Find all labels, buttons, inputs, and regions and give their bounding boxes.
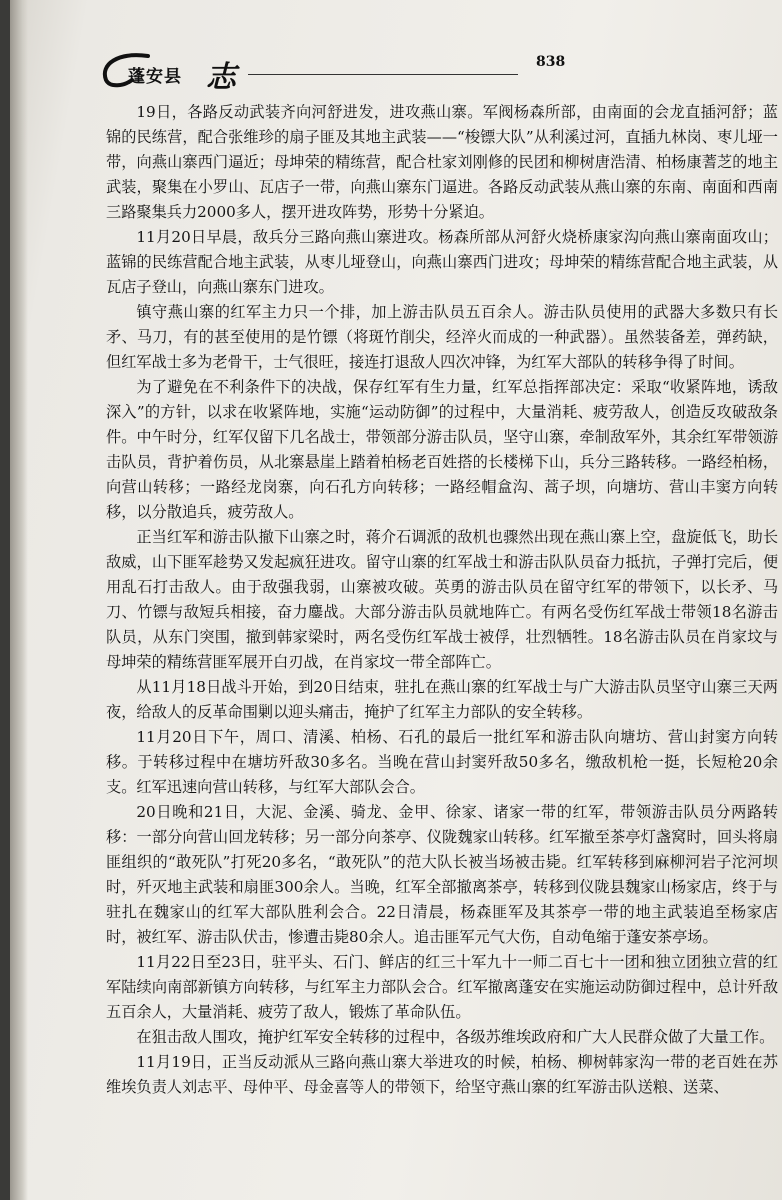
paragraph: 为了避免在不利条件下的决战，保存红军有生力量，红军总指挥部决定：采取“收紧阵地，诱敌深入”的方针，以求在收紧阵地，实施“运动防御”的过程中，大量消耗、疲劳敌人，创造反攻破敌条件。中午时分，红军仅留下几名战士，带领部分游击队员，坚守山寨，牵制敌军外，其余红军带领游击队员，背护着伤员，从北寨悬崖上踏着柏杨老百姓搭的长楼梯下山，兵分三路转移。一路经柏杨，向营山转移；一路经龙岗寨，向石孔方向转移；一路经帽盒沟、蒿子坝，向塘坊、营山丰窦方向转移，以分散追兵，疲劳敌人。 [106, 378, 778, 521]
body-text [106, 100, 778, 1100]
paragraph: 19日，各路反动武装齐向河舒进发，进攻燕山寨。军阀杨森所部，由南面的会龙直插河舒；蓝锦的民练营，配合张维珍的扇子匪及其地主武装——“梭镖大队”从利溪过河，直插九林岗、枣儿垭一带，向燕山寨西门逼近；母坤荣的精练营，配合杜家刘刚修的民团和柳树唐浩清、柏杨康蓍芝的地主武装，聚集在小罗山、瓦店子一带，向燕山寨东门逼进。各路反动武装从燕山寨的东南、南面和西南三路聚集兵力2000多人，摆开进攻阵势，形势十分紧迫。 [106, 103, 778, 221]
paragraph: 11月20日早晨，敌兵分三路向燕山寨进攻。杨森所部从河舒火烧桥康家沟向燕山寨南面攻山；蓝锦的民练营配合地主武装，从枣儿垭登山，向燕山寨西门进攻；母坤荣的精练营配合地主武装，从瓦店子登山，向燕山寨东门进攻。 [106, 228, 778, 296]
paragraph: 镇守燕山寨的红军主力只一个排，加上游击队员五百余人。游击队员使用的武器大多数只有长矛、马刀，有的甚至使用的是竹镖（将斑竹削尖，经淬火而成的一种武器）。虽然装备差，弹药缺，但红军战士多为老骨干，士气很旺，接连打退敌人四次冲锋，为红军大部队的转移争得了时间。 [106, 303, 778, 371]
book-page [10, 0, 782, 1200]
paragraph: 11月19日，正当反动派从三路向燕山寨大举进攻的时候，柏杨、柳树韩家沟一带的老百姓在苏维埃负责人刘志平、母仲平、母金喜等人的带领下，给坚守燕山寨的红军游击队送粮、送菜、 [106, 1053, 778, 1096]
header-title: 蓬安县 [128, 67, 182, 87]
header-title-char: 志 [206, 60, 236, 95]
paragraph: 在狙击敌人围攻，掩护红军安全转移的过程中，各级苏维埃政府和广大人民群众做了大量工作。 [136, 1028, 775, 1046]
paragraph: 从11月18日战斗开始，到20日结束，驻扎在燕山寨的红军战士与广大游击队员坚守山寨三天两夜，给敌人的反革命围剿以迎头痛击，掩护了红军主力部队的安全转移。 [106, 678, 778, 721]
page-number: 838 [536, 54, 566, 70]
running-header [98, 40, 718, 100]
page-binding-edge [10, 0, 28, 1200]
header-rule [248, 74, 518, 75]
paragraph: 20日晚和21日，大泥、金溪、骑龙、金甲、徐家、诸家一带的红军，带领游击队员分两路转移：一部分向营山回龙转移；另一部分向茶亭、仪陇魏家山转移。红军撤至茶亭灯盏窝时，回头将扇匪组织的“敢死队”打死20多名，“敢死队”的范大队长被当场被击毙。红军转移到麻柳河岩子沱河坝时，歼灭地主武装和扇匪300余人。当晚，红军全部撤离茶亭，转移到仪陇县魏家山杨家店，终于与驻扎在魏家山的红军大部队胜利会合。22日清晨，杨森匪军及其茶亭一带的地主武装追至杨家店时，被红军、游击队伏击，惨遭击毙80余人。追击匪军元气大伤，自动龟缩于蓬安茶亭场。 [106, 803, 778, 946]
paragraph: 11月22日至23日，驻平头、石门、鲜店的红三十军九十一师二百七十一团和独立团独立营的红军陆续向南部新镇方向转移，与红军主力部队会合。红军撤离蓬安在实施运动防御过程中，总计歼敌五百余人，大量消耗、疲劳了敌人，锻炼了革命队伍。 [106, 953, 778, 1021]
paragraph: 11月20日下午，周口、清溪、柏杨、石孔的最后一批红军和游击队向塘坊、营山封窦方向转移。于转移过程中在塘坊歼敌30多名。当晚在营山封窦歼敌50多名，缴敌机枪一挺，长短枪20余支。红军迅速向营山转移，与红军大部队会合。 [106, 728, 778, 796]
paragraph: 正当红军和游击队撤下山寨之时，蒋介石调派的敌机也骤然出现在燕山寨上空，盘旋低飞，助长敌威，山下匪军趁势又发起疯狂进攻。留守山寨的红军战士和游击队队员奋力抵抗，子弹打完后，便用乱石打击敌人。由于敌强我弱，山寨被攻破。英勇的游击队员在留守红军的带领下，以长矛、马刀、竹镖与敌短兵相接，奋力鏖战。大部分游击队员就地阵亡。有两名受伤红军战士带领18名游击队员，从东门突围，撤到韩家梁时，两名受伤红军战士被俘，壮烈牺牲。18名游击队员在肖家坟与母坤荣的精练营匪军展开白刃战，在肖家坟一带全部阵亡。 [106, 528, 778, 671]
